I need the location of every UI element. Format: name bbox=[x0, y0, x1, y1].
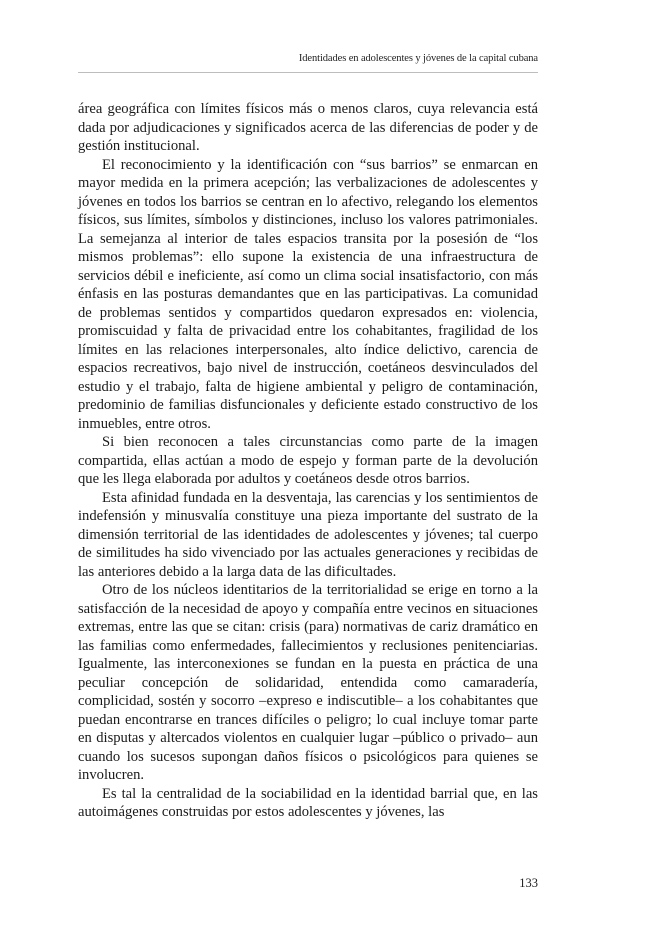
running-header: Identidades en adolescentes y jóvenes de la capital cubana bbox=[298, 53, 538, 64]
page-number: 133 bbox=[519, 876, 538, 890]
paragraph: Esta afinidad fundada en la desventaja, las carencias y los sentimientos de indefensión y minusvalía constituye una pieza importante del sustrato de la dimensión territorial de las identidades de adolescentes y jóvenes; tal cuerpo de similitudes ha sido vivenciado por las actuales generaciones y recibidas de las anteriores debido a la larga data de las dificultades. bbox=[78, 489, 538, 580]
body-text bbox=[78, 100, 538, 822]
header-divider bbox=[78, 72, 538, 73]
paragraph: Es tal la centralidad de la sociabilidad en la identidad barrial que, en las autoimágenes construidas por estos adolescentes y jóvenes, las bbox=[78, 785, 538, 820]
paragraph-continuation: área geográfica con límites físicos más o menos claros, cuya relevancia está dada por adjudicaciones y significados acerca de las diferencias de poder y de gestión institucional. bbox=[78, 101, 538, 154]
paragraph: Otro de los núcleos identitarios de la territorialidad se erige en torno a la satisfacción de la necesidad de apoyo y compañía entre vecinos en situaciones extremas, entre las que se citan: crisis (para) normativas de cariz dramático en las familias como enfermedades, fallecimientos y reclusiones penitenciarias. Igualmente, las interconexiones se fundan en la puesta en práctica de una peculiar concepción de solidaridad, entendida como camaradería, complicidad, sostén y socorro –expreso e indiscutible– a los cohabitantes que puedan encontrarse en trances difíciles o peligro; lo cual incluye tomar parte en disputas y altercados violentos en cualquier lugar –público o privado– aun cuando los sucesos supongan daños físicos o psicológicos para quienes se involucren. bbox=[78, 582, 538, 783]
paragraph: El reconocimiento y la identificación con “sus barrios” se enmarcan en mayor medida en la primera acepción; las verbalizaciones de adolescentes y jóvenes en todos los barrios se centran en lo afectivo, relegando los elementos físicos, sus límites, símbolos y distinciones, incluso los valores patrimoniales. La semejanza al interior de tales espacios transita por la posesión de “los mismos problemas”: ello supone la existencia de una infraestructura de servicios débil e ineficiente, así como un clima social insatisfactorio, con más énfasis en las posturas demandantes que en las participativas. La comunidad de problemas sentidos y compartidos quedaron expresados en: violencia, promiscuidad y falta de privacidad entre los cohabitantes, fragilidad de los límites en las relaciones interpersonales, alto índice delictivo, carencia de espacios recreativos, bajo nivel de instrucción, coetáneos desvinculados del estudio y el trabajo, falta de higiene ambiental y peligro de contaminación, predominio de familias disfuncionales y deficiente estado constructivo de los inmuebles, entre otros. bbox=[78, 156, 538, 432]
paragraph: Si bien reconocen a tales circunstancias como parte de la imagen compartida, ellas actúan a modo de espejo y forman parte de la devolución que les llega elaborada por adultos y coetáneos desde otros barrios. bbox=[78, 434, 538, 487]
